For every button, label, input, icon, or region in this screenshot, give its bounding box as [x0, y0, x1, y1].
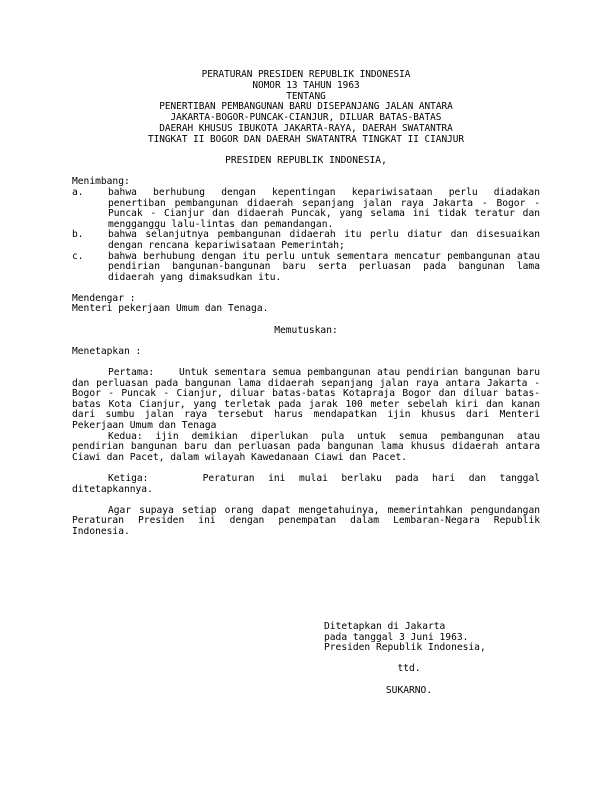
- menetapkan-label: Menetapkan :: [72, 345, 142, 357]
- document-page: [72, 69, 546, 538]
- header-line: DAERAH KHUSUS IBUKOTA JAKARTA-RAYA, DAERAH SWATANTRA: [159, 122, 453, 134]
- menimbang-item: [72, 188, 540, 230]
- header-line: TINGKAT II BOGOR DAN DAERAH SWATANTRA TINGKAT II CIANJUR: [147, 133, 465, 145]
- item-text: bahwa selanjutnya pembangunan didaerah itu perlu diatur dan disesuaikan dengan rencana kepariwisataan Pemerintah;: [108, 229, 540, 251]
- menimbang-item: [72, 230, 540, 251]
- signature-ttd: ttd.: [397, 663, 421, 675]
- item-marker: b.: [72, 229, 84, 241]
- item-marker: a.: [72, 186, 84, 198]
- document-header: [72, 70, 540, 146]
- memutuskan-heading: Memutuskan:: [274, 324, 338, 336]
- item-marker: c.: [72, 250, 84, 262]
- mendengar-label: Mendengar :: [72, 292, 136, 304]
- item-text: bahwa berhubung dengan itu perlu untuk sementara mencatur pembangunan atau pendirian bangunan-bangunan baru serta perluasan pada bangunan lama didaerah yang dimaksudkan itu.: [108, 250, 540, 283]
- signature-name: SUKARNO.: [385, 684, 433, 696]
- menimbang-label: Menimbang:: [72, 176, 130, 188]
- clause-kedua: Kedua: ijin demikian diperlukan pula untuk semua pembangunan atau pendirian bangunan baru dan perluasan pada bangunan lama khusus didaerah antara Ciawi dan Pacet, dalam wilayah Kawedanaan Ciawi dan Pacet.: [72, 430, 540, 463]
- header-line: PENERTIBAN PEMBANGUNAN BARU DISEPANJANG JALAN ANTARA: [159, 101, 453, 113]
- menimbang-item: [72, 252, 540, 284]
- header-line: JAKARTA-BOGOR-PUNCAK-CIANJUR, DILUAR BATAS-BATAS: [170, 112, 442, 124]
- header-line: NOMOR 13 TAHUN 1963: [252, 79, 360, 91]
- signature-title: Presiden Republik Indonesia,: [324, 642, 486, 654]
- signature-place: Ditetapkan di Jakarta: [324, 621, 446, 632]
- header-line: PERATURAN PRESIDEN REPUBLIK INDONESIA: [201, 69, 411, 80]
- mendengar-text: Menteri pekerjaan Umum dan Tenaga.: [72, 303, 269, 315]
- signature-date: pada tanggal 3 Juni 1963.: [324, 631, 469, 643]
- item-text: bahwa berhubung dengan kepentingan kepariwisataan perlu diadakan penertiban pembangunan didaerah sepanjang jalan raya Jakarta - Bogor - Puncak - Cianjur dan didaerah Puncak, yang selama ini tidak teratur dan mengganggu lalu-lintas dan pemandangan.: [108, 186, 540, 230]
- header-line: TENTANG: [286, 90, 326, 102]
- clause-pertama: Pertama: Untuk sementara semua pembangunan atau pendirian bangunan baru dan perluasan pada bangunan lama didaerah sepanjang jalan raya antara Jakarta - Bogor - Puncak - Cianjur, diluar batas-batas Kotapraja Bogor dan diluar batas- batas Kota Cianjur, yang terletak pada jarak 100 meter sebelah kiri dan kanan dari sumbu jalan raya tersebut harus mendapatkan ijin khusus dari Menteri Pekerjaan Umum dan Tenaga: [72, 367, 546, 432]
- clause-agar: Agar supaya setiap orang dapat mengetahuinya, memerintahkan pengundangan Peraturan Presiden ini dengan penempatan dalam Lembaran-Negara Republik Indonesia.: [72, 504, 540, 537]
- clause-ketiga: Ketiga: Peraturan ini mulai berlaku pada hari dan tanggal ditetapkannya.: [72, 472, 546, 495]
- issuer: PRESIDEN REPUBLIK INDONESIA,: [225, 155, 387, 167]
- signature-block: [324, 622, 524, 696]
